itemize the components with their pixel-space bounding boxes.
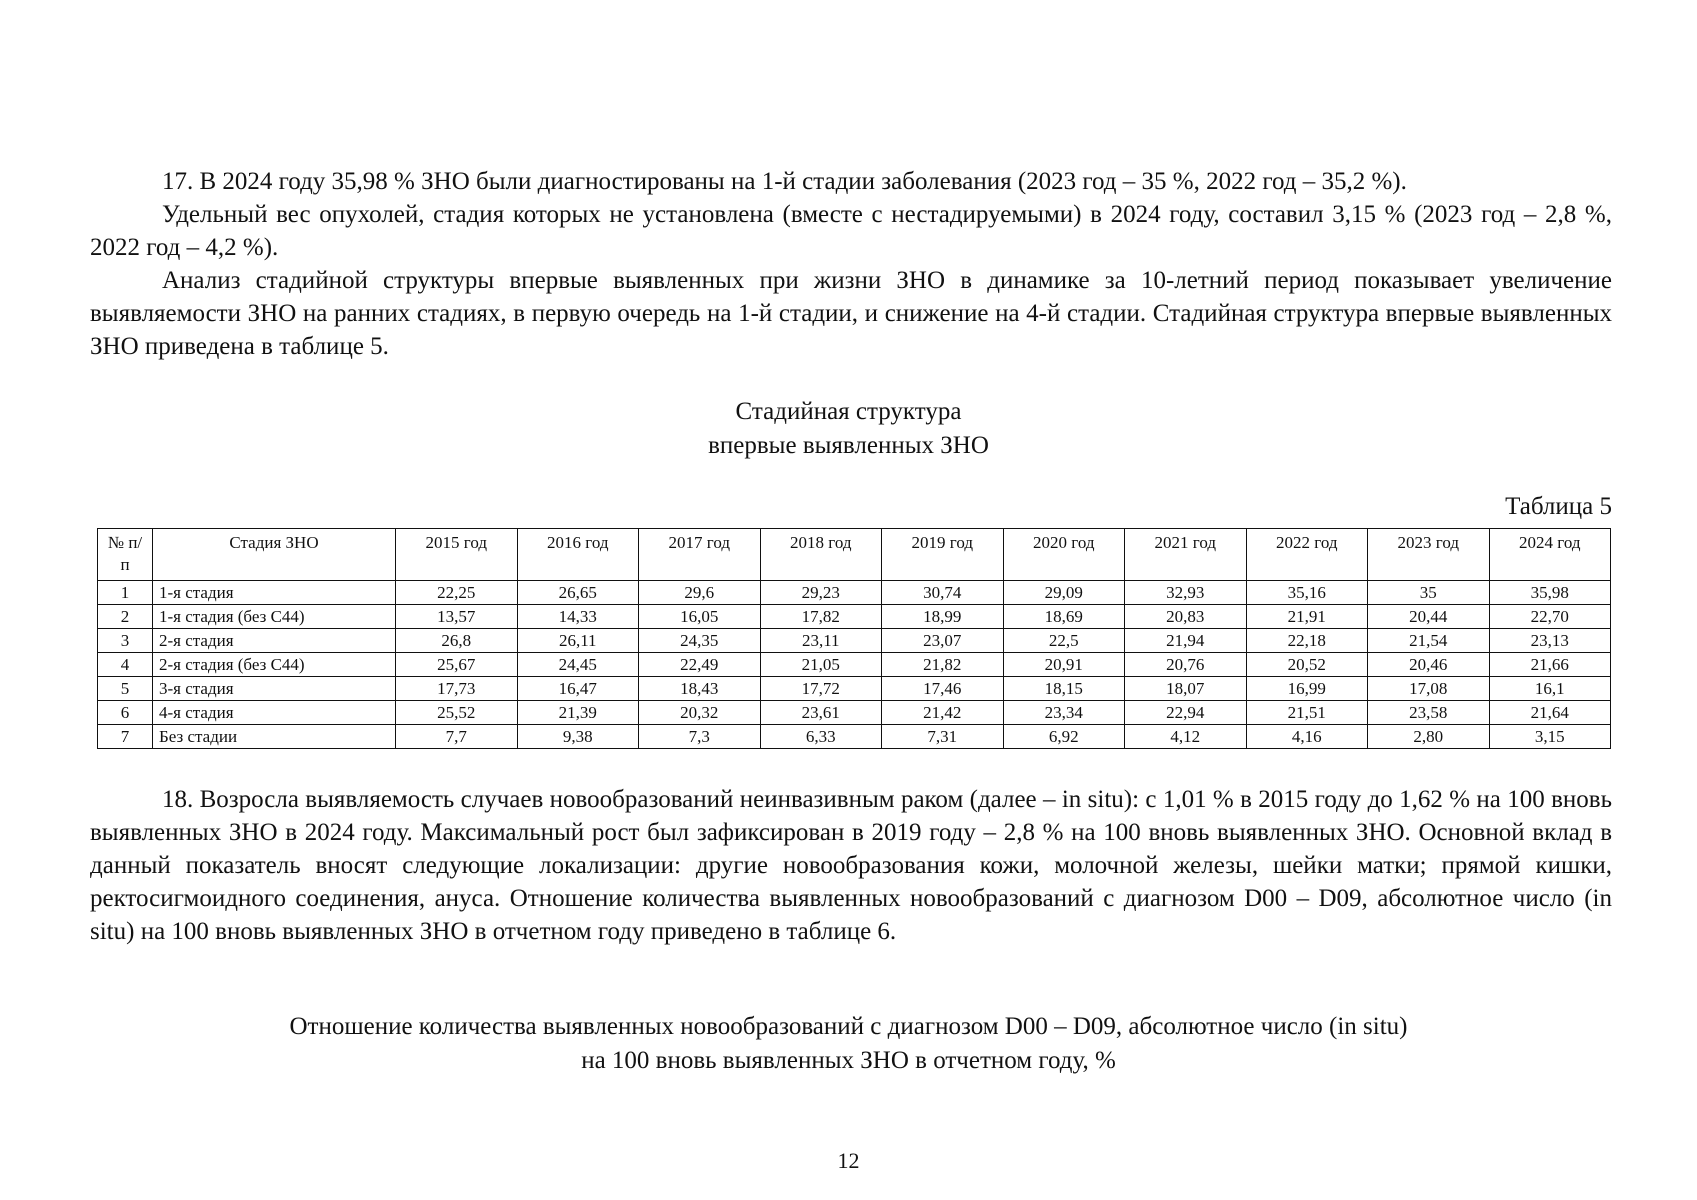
value-cell: 16,99 — [1246, 677, 1368, 701]
row-number-cell: 2 — [98, 605, 153, 629]
header-cell: Стадия ЗНО — [153, 529, 396, 581]
value-cell: 21,64 — [1489, 701, 1611, 725]
value-cell: 17,72 — [760, 677, 882, 701]
row-number-cell: 7 — [98, 725, 153, 749]
value-cell: 13,57 — [396, 605, 518, 629]
table-row — [98, 701, 1611, 725]
value-cell: 20,44 — [1368, 605, 1490, 629]
table-row — [98, 581, 1611, 605]
value-cell: 6,33 — [760, 725, 882, 749]
paragraph-18-block — [90, 783, 1612, 948]
value-cell: 18,15 — [1003, 677, 1125, 701]
table5-body — [98, 581, 1611, 749]
stage-structure-table — [97, 528, 1611, 749]
value-cell: 26,11 — [517, 629, 639, 653]
value-cell: 22,70 — [1489, 605, 1611, 629]
value-cell: 26,65 — [517, 581, 639, 605]
stage-name-cell: Без стадии — [153, 725, 396, 749]
value-cell: 3,15 — [1489, 725, 1611, 749]
value-cell: 25,67 — [396, 653, 518, 677]
value-cell: 29,6 — [639, 581, 761, 605]
value-cell: 32,93 — [1125, 581, 1247, 605]
header-cell: 2015 год — [396, 529, 518, 581]
value-cell: 25,52 — [396, 701, 518, 725]
header-cell: 2022 год — [1246, 529, 1368, 581]
value-cell: 35,16 — [1246, 581, 1368, 605]
table5-title-line2: впервые выявленных ЗНО — [708, 432, 989, 459]
table6-caption-line1: Отношение количества выявленных новообразований с диагнозом D00 – D09, абсолютное число (in situ) — [289, 1013, 1408, 1040]
value-cell: 21,66 — [1489, 653, 1611, 677]
row-number-cell: 3 — [98, 629, 153, 653]
header-cell: 2019 год — [882, 529, 1004, 581]
value-cell: 6,92 — [1003, 725, 1125, 749]
value-cell: 35 — [1368, 581, 1490, 605]
header-cell: 2016 год — [517, 529, 639, 581]
stage-name-cell: 1-я стадия (без С44) — [153, 605, 396, 629]
value-cell: 21,05 — [760, 653, 882, 677]
value-cell: 23,07 — [882, 629, 1004, 653]
table-row — [98, 629, 1611, 653]
value-cell: 29,09 — [1003, 581, 1125, 605]
stage-name-cell: 4-я стадия — [153, 701, 396, 725]
table6-caption — [0, 1010, 1697, 1078]
value-cell: 21,82 — [882, 653, 1004, 677]
header-cell: 2024 год — [1489, 529, 1611, 581]
header-cell: № п/п — [98, 529, 153, 581]
table-row — [98, 677, 1611, 701]
table-row — [98, 725, 1611, 749]
row-number-cell: 1 — [98, 581, 153, 605]
value-cell: 23,58 — [1368, 701, 1490, 725]
value-cell: 14,33 — [517, 605, 639, 629]
table-header-row — [98, 529, 1611, 581]
table-row — [98, 605, 1611, 629]
value-cell: 23,13 — [1489, 629, 1611, 653]
value-cell: 22,94 — [1125, 701, 1247, 725]
paragraph-stage-analysis: Анализ стадийной структуры впервые выявленных при жизни ЗНО в динамике за 10-летний период показывает увеличение выявляемости ЗНО на ранних стадиях, в первую очередь на 1-й стадии, и снижение на 4-й стадии. Стадийная структура впервые выявленных ЗНО приведена в таблице 5. — [90, 267, 1612, 360]
value-cell: 22,25 — [396, 581, 518, 605]
header-cell: 2017 год — [639, 529, 761, 581]
value-cell: 20,91 — [1003, 653, 1125, 677]
value-cell: 2,80 — [1368, 725, 1490, 749]
value-cell: 22,18 — [1246, 629, 1368, 653]
value-cell: 22,5 — [1003, 629, 1125, 653]
value-cell: 21,94 — [1125, 629, 1247, 653]
value-cell: 16,47 — [517, 677, 639, 701]
header-cell: 2021 год — [1125, 529, 1247, 581]
intro-text-block — [90, 165, 1612, 363]
stage-name-cell: 3-я стадия — [153, 677, 396, 701]
value-cell: 16,1 — [1489, 677, 1611, 701]
value-cell: 20,46 — [1368, 653, 1490, 677]
value-cell: 4,12 — [1125, 725, 1247, 749]
value-cell: 20,76 — [1125, 653, 1247, 677]
value-cell: 17,73 — [396, 677, 518, 701]
header-cell: 2020 год — [1003, 529, 1125, 581]
value-cell: 7,31 — [882, 725, 1004, 749]
value-cell: 20,83 — [1125, 605, 1247, 629]
value-cell: 30,74 — [882, 581, 1004, 605]
value-cell: 16,05 — [639, 605, 761, 629]
value-cell: 24,35 — [639, 629, 761, 653]
value-cell: 22,49 — [639, 653, 761, 677]
table6-caption-line2: на 100 вновь выявленных ЗНО в отчетном году, % — [581, 1047, 1116, 1074]
value-cell: 23,34 — [1003, 701, 1125, 725]
value-cell: 29,23 — [760, 581, 882, 605]
row-number-cell: 6 — [98, 701, 153, 725]
value-cell: 21,42 — [882, 701, 1004, 725]
value-cell: 20,32 — [639, 701, 761, 725]
table5-title-line1: Стадийная структура — [735, 398, 962, 425]
stage-name-cell: 2-я стадия — [153, 629, 396, 653]
value-cell: 21,39 — [517, 701, 639, 725]
value-cell: 18,07 — [1125, 677, 1247, 701]
value-cell: 26,8 — [396, 629, 518, 653]
row-number-cell: 5 — [98, 677, 153, 701]
value-cell: 9,38 — [517, 725, 639, 749]
value-cell: 18,43 — [639, 677, 761, 701]
table5-title — [0, 395, 1697, 463]
value-cell: 17,82 — [760, 605, 882, 629]
table5-label: Таблица 5 — [1505, 493, 1612, 520]
value-cell: 17,46 — [882, 677, 1004, 701]
value-cell: 21,54 — [1368, 629, 1490, 653]
value-cell: 23,61 — [760, 701, 882, 725]
value-cell: 23,11 — [760, 629, 882, 653]
table-row — [98, 653, 1611, 677]
header-cell: 2018 год — [760, 529, 882, 581]
stage-name-cell: 2-я стадия (без С44) — [153, 653, 396, 677]
row-number-cell: 4 — [98, 653, 153, 677]
value-cell: 21,51 — [1246, 701, 1368, 725]
paragraph-unstaged-share: Удельный вес опухолей, стадия которых не установлена (вместе с нестадируемыми) в 2024 году, составил 3,15 % (2023 год – 2,8 %, 2022 год – 4,2 %). — [90, 201, 1612, 261]
value-cell: 4,16 — [1246, 725, 1368, 749]
value-cell: 18,99 — [882, 605, 1004, 629]
paragraph-17: 17. В 2024 году 35,98 % ЗНО были диагностированы на 1-й стадии заболевания (2023 год – 35 %, 2022 год – 35,2 %). — [162, 168, 1407, 195]
paragraph-18: 18. Возросла выявляемость случаев новообразований неинвазивным раком (далее – in situ): с 1,01 % в 2015 году до 1,62 % на 100 вновь выявленных ЗНО в 2024 году. Максимальный рост был зафиксирован в 2019 году – 2,8 % на 100 вновь выявленных ЗНО. Основной вклад в данный показатель вносят следующие локализации: другие новообразования кожи, молочной железы, шейки матки; прямой кишки, ректосигмоидного соединения, ануса. Отношение количества выявленных новообразований с диагнозом D00 – D09, абсолютное число (in situ) на 100 вновь выявленных ЗНО в отчетном году приведено в таблице 6. — [90, 786, 1612, 945]
value-cell: 21,91 — [1246, 605, 1368, 629]
value-cell: 7,7 — [396, 725, 518, 749]
value-cell: 35,98 — [1489, 581, 1611, 605]
value-cell: 24,45 — [517, 653, 639, 677]
value-cell: 18,69 — [1003, 605, 1125, 629]
value-cell: 7,3 — [639, 725, 761, 749]
value-cell: 20,52 — [1246, 653, 1368, 677]
page-number: 12 — [837, 1148, 860, 1173]
stage-name-cell: 1-я стадия — [153, 581, 396, 605]
value-cell: 17,08 — [1368, 677, 1490, 701]
header-cell: 2023 год — [1368, 529, 1490, 581]
